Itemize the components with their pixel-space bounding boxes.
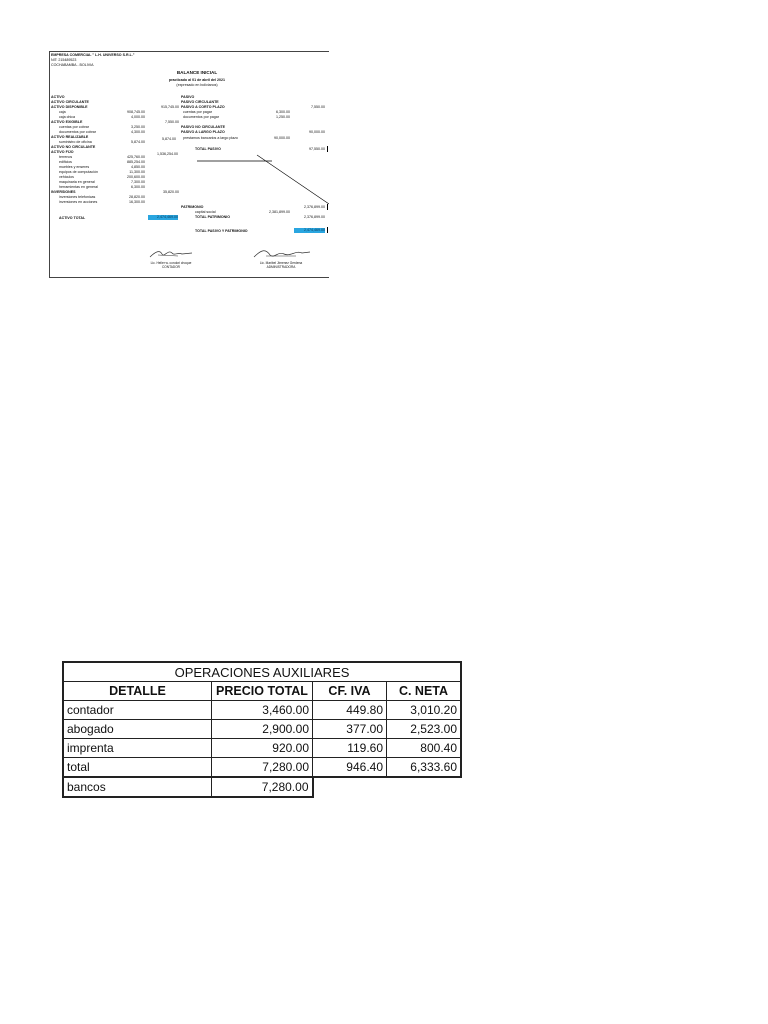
caja-chica-value: 4,000.00 [131,115,145,119]
activo-realizable: ACTIVO REALIZABLE [51,135,89,139]
cell-iva: 449.80 [313,701,387,720]
cell-iva: 119.60 [313,739,387,758]
header-precio-total: PRECIO TOTAL [212,682,313,701]
table-header-row [63,682,461,701]
cell-neta: 6,333.60 [387,758,462,778]
documentos-cobrar-value: 4,300.00 [131,130,145,134]
cell-precio: 2,900.00 [212,720,313,739]
header-detalle: DETALLE [63,682,212,701]
fixed-item-value: 200,600.00 [127,175,145,179]
balance-title: BALANCE INICIAL [176,70,218,75]
inversion-item-value: 28,820.00 [129,195,145,199]
fixed-item-value: 885,254.00 [127,160,145,164]
fixed-item-value: 7,300.00 [131,180,145,184]
fixed-item-label: terrenos [59,155,73,159]
activo-realizable-total: 5,874.00 [162,137,176,141]
capital-label: capital social [195,210,216,214]
signature-left-role: CONTADOR [161,265,180,269]
total-pasivo-label: TOTAL PASIVO [195,147,221,151]
cell-detalle: contador [63,701,212,720]
cell-neta: 3,010.20 [387,701,462,720]
balance-sheet-image [49,51,329,278]
cell-bancos-label: bancos [63,777,212,797]
total-pasivo-patrimonio-label: TOTAL PASIVO Y PATRIMONIO [195,229,248,233]
signature-right-role: ADMINISTRADORA [266,265,296,269]
fixed-item-label: herramientas en general [59,185,98,189]
total-patrimonio-label: TOTAL PATRIMONIO [195,215,231,219]
pasivo-no-circulante: PASIVO NO CIRCULANTE [181,125,226,129]
header-c-neta: C. NETA [387,682,462,701]
fixed-item-value: 4,850.00 [131,165,145,169]
documentos-cobrar-label: documentos por cobrar [59,130,96,134]
inversiones-header: INVERSIONES [51,190,76,194]
fixed-item-value: 425,760.00 [127,155,145,159]
table-title-row [63,662,461,682]
table-row [63,739,461,758]
balance-currency: (expresado en bolivianos) [176,83,218,87]
total-pasivo-value: 97,550.00 [309,147,325,151]
cell-detalle: imprenta [63,739,212,758]
company-city: COCHABAMBA - BOLIVIA [51,63,94,67]
activo-disponible: ACTIVO DISPONIBLE [51,105,88,109]
caja-label: caja [59,110,66,114]
signature-left-icon [148,247,194,261]
activo-total-value: 2,474,469.00 [148,215,178,220]
cell-precio: 920.00 [212,739,313,758]
table-title: OPERACIONES AUXILIARES [63,662,461,682]
pasivo-largo-plazo: PASIVO A LARGO PLAZO [181,130,225,134]
capital-value: 2,381,899.00 [269,210,290,214]
aux-operations-table [62,661,462,798]
table-row [63,720,461,739]
cell-precio: 3,460.00 [212,701,313,720]
empty-cell [313,777,387,797]
table-row [63,758,461,778]
cell-detalle: total [63,758,212,778]
pasivo-header: PASIVO [181,95,195,99]
fixed-item-label: muebles y enseres [59,165,90,169]
activo-total-label: ACTIVO TOTAL [59,216,86,220]
cell-detalle: abogado [63,720,212,739]
inversion-item-label: inversiones telefonicas [59,195,96,199]
activo-exigible: ACTIVO EXIGIBLE [51,120,83,124]
cell-iva: 946.40 [313,758,387,778]
header-cf-iva: CF. IVA [313,682,387,701]
empty-cell [387,777,462,797]
pasivo-corto-plazo-total: 7,550.00 [311,105,325,109]
total-pasivo-patrimonio-value: 2,474,469.00 [294,228,325,233]
inversion-item-label: inversiones en acciones [59,200,98,204]
patrimonio-header: PATRIMONIO [181,205,204,209]
fixed-item-value: 11,300.00 [129,170,145,174]
patrimonio-total: 2,376,899.00 [304,205,325,209]
total-patrimonio-value: 2,376,899.00 [304,215,325,219]
suministro-value: 5,874.00 [131,140,145,144]
table-row [63,701,461,720]
cell-precio: 7,280.00 [212,758,313,778]
documentos-pagar-value: 1,250.00 [276,115,290,119]
activo-header: ACTIVO [51,95,65,99]
cell-neta: 2,523.00 [387,720,462,739]
pasivo-circulante: PASIVO CIRCULANTE [181,100,219,104]
company-name: EMPRESA COMERCIAL " L.H. UNIVERSO S.R.L." [51,53,135,57]
caja-value: 908,745.00 [127,110,145,114]
pasivo-largo-plazo-total: 90,000.00 [309,130,325,134]
prestamos-value: 90,000.00 [274,136,290,140]
activo-fijo-total: 1,536,254.00 [157,152,178,156]
prestamos-label: prestamos bancarios a largo plazo [183,136,238,140]
caja-chica-label: caja chica [59,115,75,119]
fixed-item-label: vehiculos [59,175,74,179]
cuentas-pagar-value: 6,300.00 [276,110,290,114]
cuentas-pagar-label: cuentas por pagar [183,110,212,114]
inversiones-total: 35,820.00 [163,190,179,194]
activo-circulante: ACTIVO CIRCULANTE [51,100,89,104]
cell-bancos-value: 7,280.00 [212,777,313,797]
fixed-item-label: equipos de computación [59,170,98,174]
table-row [63,777,461,797]
balance-date: practicado al 01 de abril del 2021 [168,78,226,82]
sheet-lines [50,51,329,277]
suministro-label: suministro de oficina [59,140,92,144]
cell-iva: 377.00 [313,720,387,739]
activo-exigible-total: 7,550.00 [165,120,179,124]
activo-fijo: ACTIVO FIJO [51,150,74,154]
fixed-item-label: edificios [59,160,72,164]
fixed-item-label: maquinaria en general [59,180,95,184]
pasivo-corto-plazo: PASIVO A CORTO PLAZO [181,105,225,109]
signature-right-icon [252,247,312,261]
activo-disponible-total: 915,745.00 [161,105,179,109]
documentos-pagar-label: documentos por pagar [183,115,219,119]
cell-neta: 800.40 [387,739,462,758]
activo-no-circulante: ACTIVO NO CIRCULANTE [51,145,96,149]
cuentas-cobrar-value: 3,250.00 [131,125,145,129]
cuentas-cobrar-label: cuentas por cobrar [59,125,89,129]
company-nit: NIT: 215489523 [51,58,77,62]
fixed-item-value: 6,300.00 [131,185,145,189]
inversion-item-value: 16,300.00 [129,200,145,204]
signature-right-name: Lic. Maribel Jimenez Gerdena [259,261,303,265]
signature-left-name: Lic. Heiler w. condori choque [150,261,192,265]
